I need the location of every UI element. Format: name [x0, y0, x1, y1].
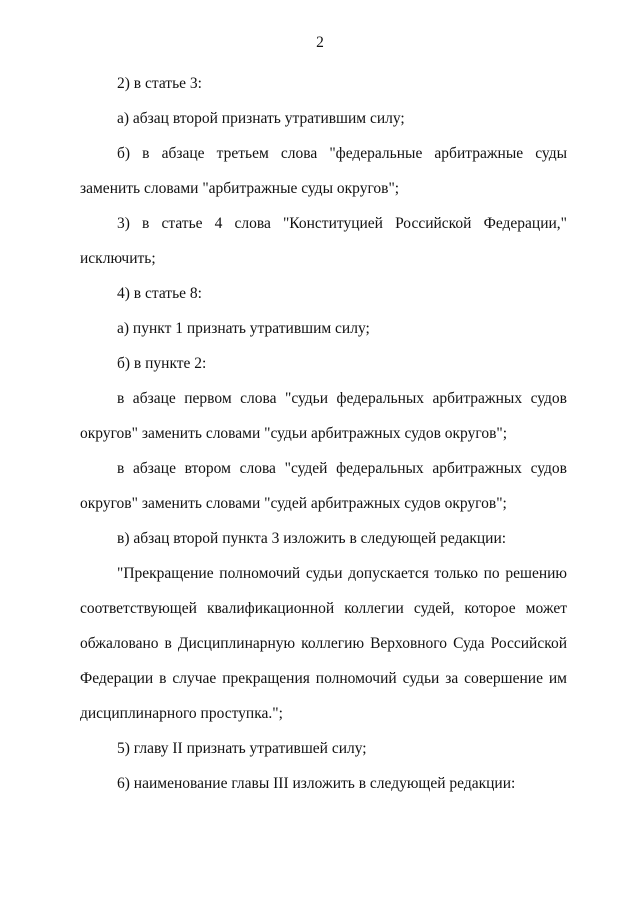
paragraph-second-line-2: округов" заменить словами "судей арбитражных судов округов";: [80, 495, 507, 512]
list-item-article-4-line-2: исключить;: [80, 250, 156, 267]
quote-line-2: соответствующей квалификационной коллегии судей, которое может: [80, 600, 567, 617]
quote-line-3: обжаловано в Дисциплинарную коллегию Верховного Суда Российской: [80, 635, 567, 652]
list-item-chapter-3: 6) наименование главы III изложить в следующей редакции:: [117, 775, 516, 792]
list-item-article-4-line-1: 3) в статье 4 слова "Конституцией Российской Федерации,": [117, 215, 567, 232]
subitem-a-article-8: а) пункт 1 признать утратившим силу;: [117, 320, 370, 337]
paragraph-first-line-1: в абзаце первом слова "судьи федеральных арбитражных судов: [117, 390, 567, 407]
list-item-article-3: 2) в статье 3:: [117, 75, 202, 92]
subitem-b-article-8: б) в пункте 2:: [117, 355, 207, 372]
quote-line-4: Федерации в случае прекращения полномочий судьи за совершение им: [80, 670, 567, 687]
paragraph-first-line-2: округов" заменить словами "судьи арбитражных судов округов";: [80, 425, 508, 442]
paragraph-second-line-1: в абзаце втором слова "судей федеральных арбитражных судов: [117, 460, 567, 477]
quote-line-1: "Прекращение полномочий судьи допускается только по решению: [117, 565, 567, 582]
list-item-article-8: 4) в статье 8:: [117, 285, 202, 302]
document-body: [80, 66, 567, 801]
page-number: 2: [316, 34, 324, 51]
subitem-b-article-3-line-1: б) в абзаце третьем слова "федеральные арбитражные суды: [117, 145, 567, 162]
quote-line-5: дисциплинарного проступка.";: [80, 705, 283, 722]
subitem-b-article-3-line-2: заменить словами "арбитражные суды округов";: [80, 180, 400, 197]
list-item-chapter-2: 5) главу II признать утратившей силу;: [117, 740, 367, 757]
subitem-a-article-3: а) абзац второй признать утратившим силу;: [117, 110, 405, 127]
subitem-v-article-8: в) абзац второй пункта 3 изложить в следующей редакции:: [117, 530, 507, 547]
